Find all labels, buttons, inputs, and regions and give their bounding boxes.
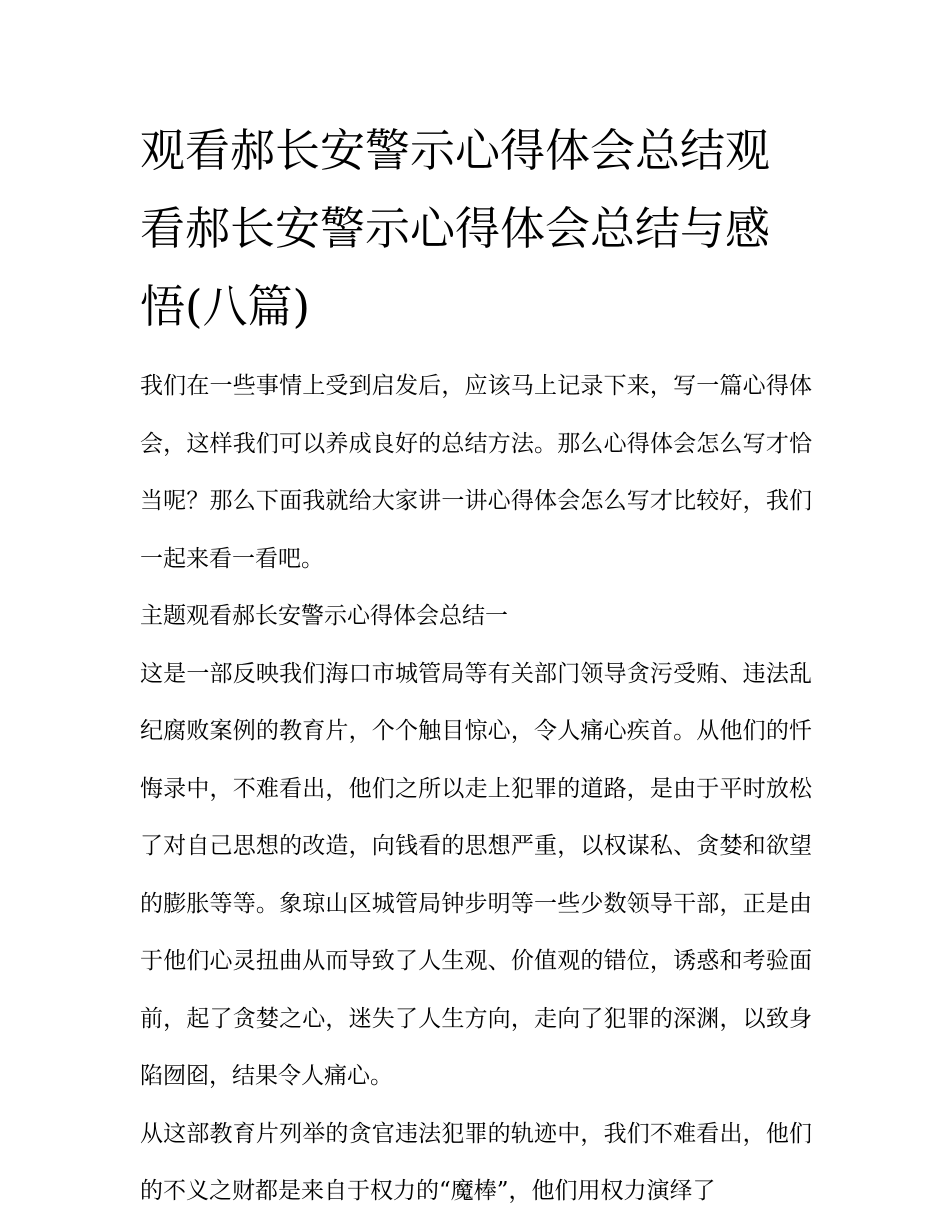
document-title: 观看郝长安警示心得体会总结观看郝长安警示心得体会总结与感悟(八篇)	[140, 124, 771, 333]
body-paragraph: 从这部教育片列举的贪官违法犯罪的轨迹中，我们不难看出，他们的不义之财都是来自于权力的“魔棒”，他们用权力演绎了	[140, 1120, 812, 1204]
document-body	[140, 358, 812, 1221]
document-content	[140, 112, 812, 1221]
body-paragraph: 这是一部反映我们海口市城管局等有关部门领导贪污受贿、违法乱纪腐败案例的教育片，个个触目惊心，令人痛心疾首。从他们的忏悔录中，不难看出，他们之所以走上犯罪的道路，是由于平时放松了对自己思想的改造，向钱看的思想严重，以权谋私、贪婪和欲望的膨胀等等。象琼山区城管局钟步明等一些少数领导干部，正是由于他们心灵扭曲从而导致了人生观、价值观的错位，诱惑和考验面前，起了贪婪之心，迷失了人生方向，走向了犯罪的深渊，以致身陷囫囵，结果令人痛心。	[140, 660, 812, 1089]
section-heading: 主题观看郝长安警示心得体会总结一	[140, 603, 508, 629]
intro-paragraph: 我们在一些事情上受到启发后，应该马上记录下来，写一篇心得体会，这样我们可以养成良好的总结方法。那么心得体会怎么写才恰当呢？那么下面我就给大家讲一讲心得体会怎么写才比较好，我们一起来看一看吧。	[140, 373, 812, 572]
